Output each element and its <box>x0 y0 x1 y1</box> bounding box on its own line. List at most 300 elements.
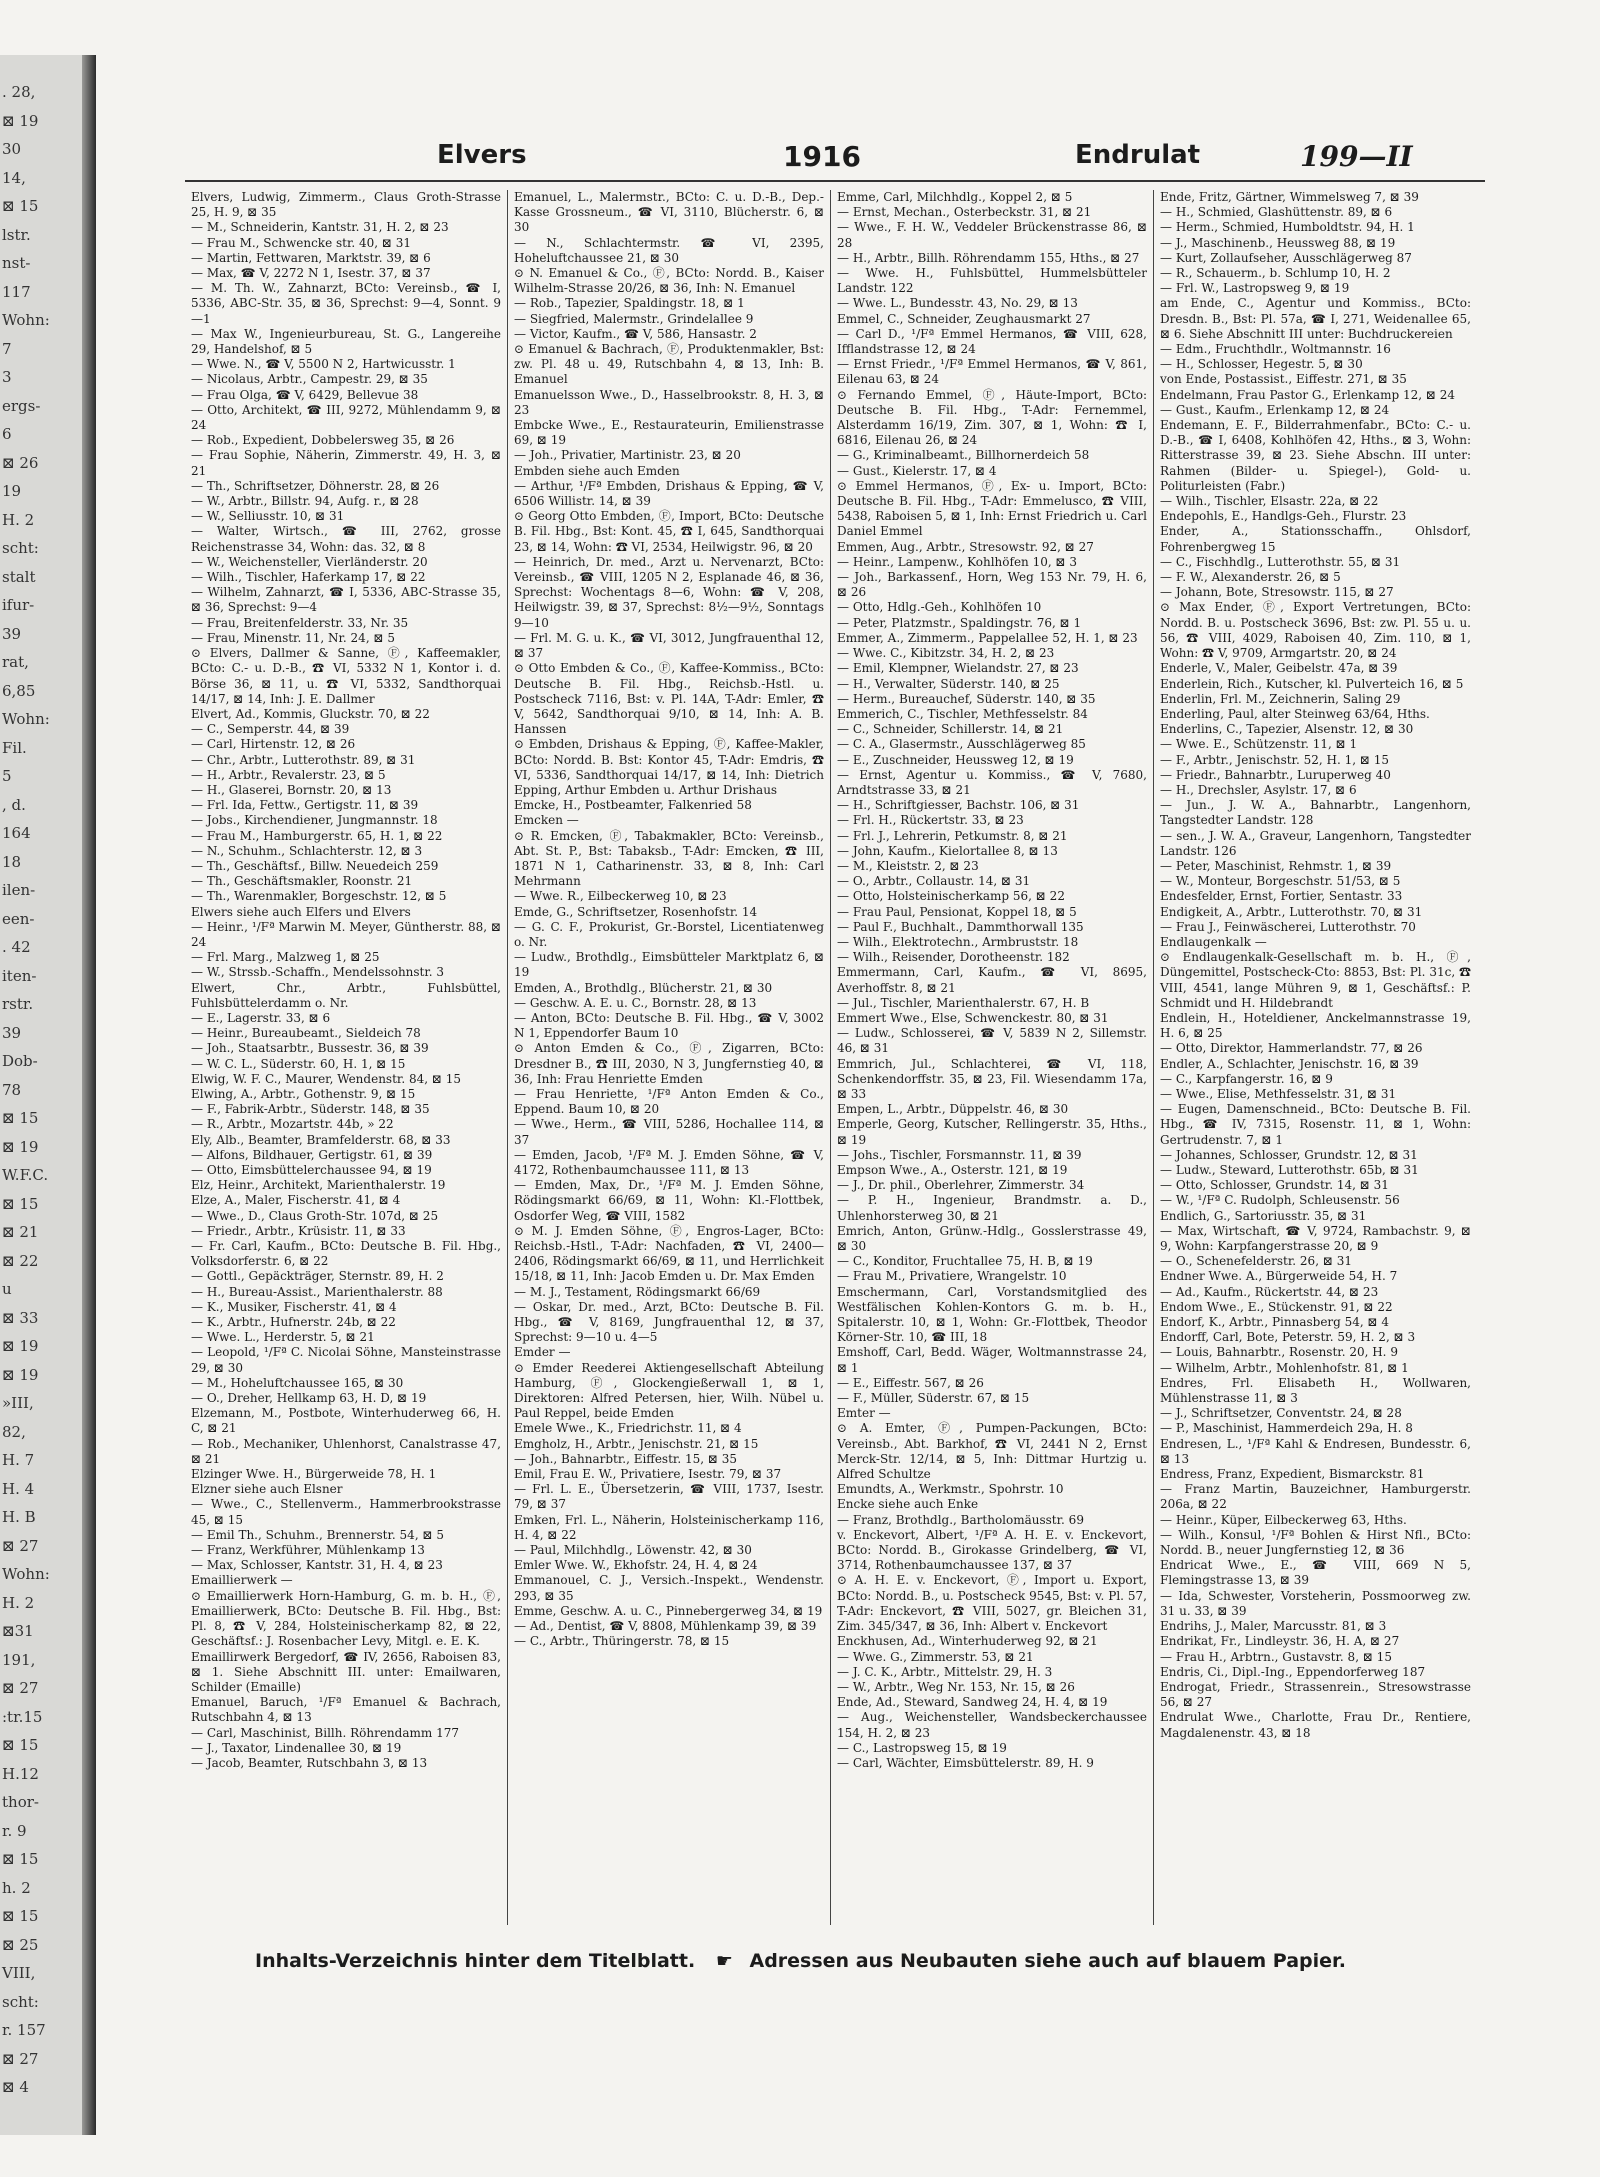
directory-column-4 <box>1154 190 1477 1925</box>
directory-entry: — Johs., Tischler, Forsmannstr. 11, ⊠ 39 <box>837 1147 1082 1162</box>
directory-entry: — Heinr., ¹/Fª Marwin M. Meyer, Güntherstr. 88, ⊠ 24 <box>191 919 501 949</box>
directory-entry: — C. A., Glasermstr., Ausschlägerweg 85 <box>837 737 1086 752</box>
directory-entry: — Walter, Wirtsch., ☎ III, 2762, grosse Reichenstrasse 34, Wohn: das. 32, ⊠ 8 <box>191 524 501 554</box>
directory-entry: ⊙ Emanuel & Bachrach, Ⓕ, Produktenmakler, Bst: zw. Pl. 48 u. 49, Rutschbahn 4, ⊠ 13, Inh: B. Emanuel <box>514 342 824 387</box>
directory-entry: — Franz, Brothdlg., Bartholomäusstr. 69 <box>837 1512 1084 1527</box>
directory-entry: — Max W., Ingenieurbureau, St. G., Langereihe 29, Handelshof, ⊠ 5 <box>191 326 501 357</box>
directory-entry: — C., Schneider, Schillerstr. 14, ⊠ 21 <box>837 722 1064 737</box>
directory-page <box>185 130 1485 2050</box>
directory-entry: — Frl. Marg., Malzweg 1, ⊠ 25 <box>191 950 380 965</box>
directory-entry: Emgholz, H., Arbtr., Jenischstr. 21, ⊠ 15 <box>514 1436 759 1451</box>
directory-entry: — Leopold, ¹/Fª C. Nicolai Söhne, Mansteinstrasse 29, ⊠ 30 <box>191 1345 501 1375</box>
directory-entry: — Wilhelm, Arbtr., Mohlenhofstr. 81, ⊠ 1 <box>1160 1360 1409 1375</box>
directory-entry: ⊙ Endlaugenkalk-Gesellschaft m. b. H., Ⓕ, Düngemittel, Postscheck-Cto: 8853, Bst: Pl. 31c, ☎ VIII, 4541, lange Mühren 9, ⊠ 1, Geschäftsf.: P. Schmidt und H. Hildebrandt <box>1160 950 1471 1010</box>
directory-entry: ⊙ Emder Reederei Aktiengesellschaft Abteilung Hamburg, Ⓕ, Glockengießerwall 1, ⊠ 1, Direktoren: Alfred Petersen, hier, Wilh. Nübel u. Paul Reppel, beide Emden <box>514 1360 824 1421</box>
directory-entry: — Frau Olga, ☎ V, 6429, Bellevue 38 <box>191 387 419 402</box>
adjacent-page-fragment: ⊠ 27 <box>2 2049 39 2068</box>
directory-entry: — M., Kleiststr. 2, ⊠ 23 <box>837 858 979 873</box>
directory-entry: — H., Arbtr., Revalerstr. 23, ⊠ 5 <box>191 767 386 782</box>
adjacent-page-fragment: een- <box>2 909 35 928</box>
directory-entry: — Carl, Wächter, Eimsbüttelerstr. 89, H. 9 <box>837 1755 1094 1770</box>
directory-entry: Ely, Alb., Beamter, Bramfelderstr. 68, ⊠ 33 <box>191 1132 451 1147</box>
directory-entry: Emmer, A., Zimmerm., Pappelallee 52, H. 1, ⊠ 23 <box>837 630 1138 645</box>
directory-entry: — H., Bureau-Assist., Marienthalerstr. 88 <box>191 1284 443 1299</box>
directory-entry: — Paul F., Buchhalt., Dammthorwall 135 <box>837 919 1084 934</box>
directory-entry: — Martin, Fettwaren, Marktstr. 39, ⊠ 6 <box>191 250 431 265</box>
directory-entry: Endrogat, Friedr., Strassenrein., Stresowstrasse 56, ⊠ 27 <box>1160 1679 1471 1710</box>
directory-entry: Ender, A., Stationsschaffn., Ohlsdorf, Fohrenbergweg 15 <box>1160 524 1471 554</box>
header-last-name: Endrulat <box>1075 140 1201 170</box>
directory-entry: — Rob., Mechaniker, Uhlenhorst, Canalstrasse 47, ⊠ 21 <box>191 1436 501 1466</box>
directory-entry: — E., Lagerstr. 33, ⊠ 6 <box>191 1010 331 1025</box>
directory-entry: — Th., Geschäftsf., Billw. Neuedeich 259 <box>191 858 439 873</box>
directory-entry: — Th., Warenmakler, Borgeschstr. 12, ⊠ 5 <box>191 889 447 904</box>
directory-entry: — Ludw., Brothdlg., Eimsbütteler Marktplatz 6, ⊠ 19 <box>514 950 824 980</box>
adjacent-page-fragment: 191, <box>2 1650 36 1669</box>
adjacent-page-fragment: scht: <box>2 539 39 557</box>
adjacent-page-fragment: , d. <box>2 795 26 814</box>
adjacent-page-fragment: . 28, <box>2 83 36 101</box>
directory-entry: — Frau H., Arbtrn., Gustavstr. 8, ⊠ 15 <box>1160 1649 1392 1664</box>
adjacent-page-fragment: ⊠ 15 <box>2 1907 39 1925</box>
directory-entry: — J., Maschinenb., Heussweg 88, ⊠ 19 <box>1160 235 1396 250</box>
directory-entry: — Frau J., Feinwäscherei, Lutterothstr. 70 <box>1160 919 1416 934</box>
directory-entry: Emcke, H., Postbeamter, Falkenried 58 <box>514 798 752 813</box>
directory-entry: — Frau M., Schwencke str. 40, ⊠ 31 <box>191 235 412 250</box>
adjacent-page-fragment: :tr.15 <box>2 1707 43 1726</box>
directory-entry: Emden, A., Brothdlg., Blücherstr. 21, ⊠ 30 <box>514 980 773 995</box>
directory-entry: — Ad., Dentist, ☎ V, 8808, Mühlenkamp 39, ⊠ 39 <box>514 1619 817 1634</box>
adjacent-page-fragment: ⊠ 26 <box>2 453 39 472</box>
directory-entry: — Wilh., Konsul, ¹/Fª Bohlen & Hirst Nfl., BCto: Nordd. B., neuer Jungfernstieg 12, ⊠ 36 <box>1160 1527 1471 1558</box>
directory-entry: Endigkeit, A., Arbtr., Lutterothstr. 70, ⊠ 31 <box>1160 904 1423 919</box>
directory-entry: — Emden, Max, Dr., ¹/Fª M. J. Emden Söhne, Rödingsmarkt 66/69, ⊠ 11, Wohn: Kl.-Flottbek, Osdorfer Weg, ☎ VIII, 1582 <box>514 1178 824 1223</box>
directory-entry: — Heinrich, Dr. med., Arzt u. Nervenarzt, BCto: Vereinsb., ☎ VIII, 1205 N 2, Esplanade 46, ⊠ 36, Sprechst: Wochentags 8—6, Wohn: ☎ V, 208, Heilwigstr. 39, ⊠ 37, Sprechst: 8½—9½, Sonntags 9—10 <box>514 554 824 630</box>
directory-entry: — W., Arbtr., Weg Nr. 153, Nr. 15, ⊠ 26 <box>837 1679 1075 1694</box>
directory-entry: Empson Wwe., A., Osterstr. 121, ⊠ 19 <box>837 1163 1068 1177</box>
directory-entry: ⊙ N. Emanuel & Co., Ⓕ, BCto: Nordd. B., Kaiser Wilhelm-Strasse 20/26, ⊠ 36, Inh: N. Emanuel <box>514 266 824 296</box>
directory-entry: — Wwe., D., Claus Groth-Str. 107d, ⊠ 25 <box>191 1208 439 1223</box>
directory-entry: am Ende, C., Agentur und Kommiss., BCto: Dresdn. B., Bst: Pl. 57a, ☎ I, 271, Weidenallee 65, ⊠ 6. Siehe Abschnitt III unter: Buchdruckereien <box>1160 296 1471 341</box>
directory-entry: Endelmann, Frau Pastor G., Erlenkamp 12, ⊠ 24 <box>1160 387 1456 402</box>
adjacent-page-fragment: lstr. <box>2 225 31 244</box>
adjacent-page-fragment: 6,85 <box>2 681 36 700</box>
adjacent-page-fragment: 78 <box>2 1080 22 1099</box>
directory-entry: — N., Schlachtermstr. ☎ VI, 2395, Hoheluftchaussee 21, ⊠ 30 <box>514 235 824 265</box>
directory-entry: — Fr. Carl, Kaufm., BCto: Deutsche B. Fil. Hbg., Volksdorferstr. 6, ⊠ 22 <box>191 1239 501 1269</box>
directory-entry: — M., Hoheluftchaussee 165, ⊠ 30 <box>191 1375 404 1390</box>
directory-entry: — Frl. J., Lehrerin, Petkumstr. 8, ⊠ 21 <box>837 828 1068 843</box>
adjacent-page-fragment: ⊠ 25 <box>2 1935 39 1954</box>
directory-entry: — Frau, Breitenfelderstr. 33, Nr. 35 <box>191 615 409 630</box>
directory-entry: ⊙ A. Emter, Ⓕ, Pumpen-Packungen, BCto: Vereinsb., Abt. Barkhof, ☎ VI, 2441 N 2, Ernst Merck-Str. 12/14, ⊠ 5, Inh: Dittmar Hurtzig u. Alfred Schultze <box>837 1421 1147 1482</box>
directory-entry: — Carl D., ¹/Fª Emmel Hermanos, ☎ VIII, 628, Ifflandstrasse 12, ⊠ 24 <box>837 326 1147 357</box>
directory-entry: — Carl, Maschinist, Billh. Röhrendamm 177 <box>191 1725 459 1740</box>
directory-entry: Endorff, Carl, Bote, Peterstr. 59, H. 2, ⊠ 3 <box>1160 1330 1416 1345</box>
directory-entry: Encke siehe auch Enke <box>837 1497 979 1512</box>
directory-entry: — Jobs., Kirchendiener, Jungmannstr. 18 <box>191 813 438 828</box>
directory-entry: — Ernst, Mechan., Osterbeckstr. 31, ⊠ 21 <box>837 205 1092 220</box>
directory-entry: Emmel, C., Schneider, Zeughausmarkt 27 <box>837 311 1091 326</box>
directory-entry: Emshoff, Carl, Bedd. Wäger, Woltmannstrasse 24, ⊠ 1 <box>837 1345 1147 1375</box>
directory-entry: — Otto, Hdlg.-Geh., Kohlhöfen 10 <box>837 600 1042 615</box>
directory-entry: — Johannes, Schlosser, Grundstr. 12, ⊠ 31 <box>1160 1147 1418 1162</box>
adjacent-page-fragment: 18 <box>2 852 22 871</box>
directory-entry: — Aug., Weichensteller, Wandsbeckerchaussee 154, H. 2, ⊠ 23 <box>837 1710 1147 1740</box>
adjacent-page-fragment: ⊠ 15 <box>2 1850 39 1868</box>
adjacent-page-fragment: ⊠ 15 <box>2 1109 39 1127</box>
directory-entry: — Otto, Eimsbüttelerchaussee 94, ⊠ 19 <box>191 1163 432 1177</box>
directory-entry: — Wwe. G., Zimmerstr. 53, ⊠ 21 <box>837 1649 1034 1664</box>
directory-entry: Emschermann, Carl, Vorstandsmitglied des Westfälischen Kohlen-Kontors G. m. b. H., Spitalerstr. 10, ⊠ 1, Wohn: Gr.-Flottbek, Theodor Körner-Str. 10, ☎ III, 18 <box>837 1284 1147 1345</box>
adjacent-page-fragment: ⊠31 <box>2 1622 34 1640</box>
adjacent-page-fragment: iten- <box>2 966 37 985</box>
directory-entry: — Wilh., Tischler, Elsastr. 22a, ⊠ 22 <box>1160 494 1379 509</box>
directory-entry: — F. W., Alexanderstr. 26, ⊠ 5 <box>1160 570 1341 585</box>
directory-entry: — G., Kriminalbeamt., Billhornerdeich 58 <box>837 448 1090 463</box>
directory-entry: — Wwe. L., Herderstr. 5, ⊠ 21 <box>191 1330 375 1345</box>
directory-entry: Enckhusen, Ad., Winterhuderweg 92, ⊠ 21 <box>837 1634 1098 1649</box>
directory-entry: Embcke Wwe., E., Restaurateurin, Emilienstrasse 69, ⊠ 19 <box>514 418 824 448</box>
directory-entry: — Gottl., Gepäckträger, Sternstr. 89, H. 2 <box>191 1269 444 1284</box>
directory-entry: ⊙ Anton Emden & Co., Ⓕ, Zigarren, BCto: Dresdner B., ☎ III, 2030, N 3, Jungfernstieg 40, ⊠ 36, Inh: Frau Henriette Emden <box>514 1041 824 1086</box>
directory-entry: — Wilh., Reisender, Dorotheenstr. 182 <box>837 950 1070 965</box>
adjacent-page-fragment: h. 2 <box>2 1878 31 1897</box>
adjacent-page-strip <box>0 55 96 2135</box>
directory-entry: Emperle, Georg, Kutscher, Rellingerstr. 35, Hths., ⊠ 19 <box>837 1117 1147 1147</box>
directory-entry: — M. J., Testament, Rödingsmarkt 66/69 <box>514 1284 761 1299</box>
directory-entry: — Wwe., F. H. W., Veddeler Brückenstrasse 86, ⊠ 28 <box>837 220 1147 250</box>
directory-entry: — H., Schmied, Glashüttenstr. 89, ⊠ 6 <box>1160 205 1393 220</box>
directory-entry: — Otto, Architekt, ☎ III, 9272, Mühlendamm 9, ⊠ 24 <box>191 402 501 433</box>
directory-entry: — C., Semperstr. 44, ⊠ 39 <box>191 722 350 737</box>
directory-entry: — K., Arbtr., Hufnerstr. 24b, ⊠ 22 <box>191 1315 396 1330</box>
adjacent-page-fragment: rstr. <box>2 995 34 1013</box>
directory-entry: — P. H., Ingenieur, Brandmstr. a. D., Uhlenhorsterweg 30, ⊠ 21 <box>837 1193 1147 1223</box>
directory-entry: — K., Musiker, Fischerstr. 41, ⊠ 4 <box>191 1299 397 1314</box>
directory-entry: Ende, Fritz, Gärtner, Wimmelsweg 7, ⊠ 39 <box>1160 190 1419 204</box>
adjacent-page-fragment: »III, <box>2 1394 34 1412</box>
adjacent-page-fragment: 82, <box>2 1422 26 1441</box>
directory-entry: — H., Drechsler, Asylstr. 17, ⊠ 6 <box>1160 782 1357 797</box>
adjacent-page-fragment: r. 157 <box>2 2021 46 2039</box>
directory-entry: — Emden, Jacob, ¹/Fª M. J. Emden Söhne, ☎ V, 4172, Rothenbaumchaussee 111, ⊠ 13 <box>514 1147 824 1177</box>
adjacent-page-fragment: thor- <box>2 1793 39 1811</box>
adjacent-page-fragment: H.12 <box>2 1764 39 1783</box>
directory-entry: Endlein, H., Hoteldiener, Anckelmannstrasse 19, H. 6, ⊠ 25 <box>1160 1010 1471 1041</box>
directory-entry: — Wwe. C., Kibitzstr. 34, H. 2, ⊠ 23 <box>837 646 1055 661</box>
adjacent-page-fragment: ⊠ 27 <box>2 1536 39 1555</box>
directory-entry: Endres, Frl. Elisabeth H., Wollwaren, Mühlenstrasse 11, ⊠ 3 <box>1160 1375 1471 1406</box>
directory-entry: Emde, G., Schriftsetzer, Rosenhofstr. 14 <box>514 904 758 919</box>
directory-entry: — Wwe. N., ☎ V, 5500 N 2, Hartwicusstr. 1 <box>191 357 456 372</box>
directory-entry: Emmen, Aug., Arbtr., Stresowstr. 92, ⊠ 27 <box>837 539 1094 554</box>
directory-entry: Enderlein, Rich., Kutscher, kl. Pulverteich 16, ⊠ 5 <box>1160 676 1464 691</box>
directory-entry: — Herm., Bureauchef, Süderstr. 140, ⊠ 35 <box>837 691 1096 706</box>
directory-entry: — Wilh., Elektrotechn., Armbruststr. 18 <box>837 934 1079 949</box>
page-gutter-shadow <box>82 55 96 2135</box>
directory-entry: — N., Schuhm., Schlachterstr. 12, ⊠ 3 <box>191 843 423 858</box>
directory-entry: — Oskar, Dr. med., Arzt, BCto: Deutsche B. Fil. Hbg., ☎ V, 8169, Jungfrauenthal 12, ⊠ 37, Sprechst: 9—10 u. 4—5 <box>514 1299 824 1345</box>
directory-entry: — Joh., Bahnarbtr., Eiffestr. 15, ⊠ 35 <box>514 1451 737 1466</box>
directory-entry: — Wwe. R., Eilbeckerweg 10, ⊠ 23 <box>514 889 727 904</box>
adjacent-page-fragment: scht: <box>2 1992 39 2011</box>
directory-column-2 <box>508 190 831 1925</box>
directory-entry: — Anton, BCto: Deutsche B. Fil. Hbg., ☎ V, 3002 N 1, Eppendorfer Baum 10 <box>514 1010 824 1041</box>
directory-entry: ⊙ Max Ender, Ⓕ, Export Vertretungen, BCto: Nordd. B. u. Postscheck 3696, Bst: zw. Pl. 55 u. u. 56, ☎ VIII, 4029, Raboisen 40, Zim. 110, ⊠ 1, Wohn: ☎ V, 9709, Armgartstr. 20, ⊠ 24 <box>1160 600 1471 661</box>
directory-entry: — Carl, Hirtenstr. 12, ⊠ 26 <box>191 737 356 752</box>
adjacent-page-fragment: H. 4 <box>2 1479 35 1498</box>
directory-entry: Elwig, W. F. C., Maurer, Wendenstr. 84, ⊠ 15 <box>191 1071 461 1086</box>
directory-entry: — Alfons, Bildhauer, Gertigstr. 61, ⊠ 39 <box>191 1147 433 1162</box>
directory-entry: — W., ¹/Fª C. Rudolph, Schleusenstr. 56 <box>1160 1193 1400 1208</box>
directory-entry: — Jacob, Beamter, Rutschbahn 3, ⊠ 13 <box>191 1755 428 1770</box>
directory-entry: — Frau Henriette, ¹/Fª Anton Emden & Co., Eppend. Baum 10, ⊠ 20 <box>514 1086 824 1117</box>
directory-entry: — Frau M., Hamburgerstr. 65, H. 1, ⊠ 22 <box>191 828 443 843</box>
directory-entry: — Frau, Minenstr. 11, Nr. 24, ⊠ 5 <box>191 630 395 645</box>
directory-entry: — R., Schauerm., b. Schlump 10, H. 2 <box>1160 266 1391 281</box>
directory-entry: — H., Glaserei, Bornstr. 20, ⊠ 13 <box>191 782 392 797</box>
directory-entry: — Joh., Privatier, Martinistr. 23, ⊠ 20 <box>514 448 741 463</box>
adjacent-page-fragment: ⊠ 33 <box>2 1308 39 1327</box>
directory-entry: — C., Fischhdlg., Lutterothstr. 55, ⊠ 31 <box>1160 554 1401 569</box>
adjacent-page-fragment: H. 2 <box>2 1593 35 1612</box>
directory-entry: Emler Wwe. W., Ekhofstr. 24, H. 4, ⊠ 24 <box>514 1558 758 1573</box>
directory-entry: — Max, Schlosser, Kantstr. 31, H. 4, ⊠ 23 <box>191 1558 443 1573</box>
directory-entry: Elwert, Chr., Arbtr., Fuhlsbüttel, Fuhlsbüttelerdamm o. Nr. <box>191 980 501 1010</box>
directory-entry: — Frau Paul, Pensionat, Koppel 18, ⊠ 5 <box>837 904 1077 919</box>
directory-entry: — Jun., J. W. A., Bahnarbtr., Langenhorn, Tangstedter Landstr. 128 <box>1160 798 1471 828</box>
directory-entry: Emanuelsson Wwe., D., Hasselbrookstr. 8, H. 3, ⊠ 23 <box>514 387 824 417</box>
running-header <box>185 130 1485 178</box>
directory-entry: Elwers siehe auch Elfers und Elvers <box>191 904 411 919</box>
directory-entry: — sen., J. W. A., Graveur, Langenhorn, Tangstedter Landstr. 126 <box>1160 828 1471 858</box>
adjacent-page-fragment: ⊠ 27 <box>2 1679 39 1697</box>
directory-entry: — J. C. K., Arbtr., Mittelstr. 29, H. 3 <box>837 1664 1053 1679</box>
adjacent-page-fragment: 39 <box>2 1023 22 1042</box>
directory-entry: Elze, A., Maler, Fischerstr. 41, ⊠ 4 <box>191 1193 401 1208</box>
directory-entry: Emmanouel, C. J., Versich.-Inspekt., Wendenstr. 293, ⊠ 35 <box>514 1573 824 1603</box>
directory-entry: Elzner siehe auch Elsner <box>191 1482 343 1497</box>
adjacent-page-fragment: r. 9 <box>2 1821 27 1840</box>
directory-entry: Endrulat Wwe., Charlotte, Frau Dr., Rentiere, Magdalenenstr. 43, ⊠ 18 <box>1160 1710 1471 1740</box>
adjacent-page-fragment: . 42 <box>2 938 31 956</box>
directory-entry: — C., Konditor, Fruchtallee 75, H. B, ⊠ 19 <box>837 1254 1093 1269</box>
directory-entry: — C., Karpfangerstr. 16, ⊠ 9 <box>1160 1071 1333 1086</box>
directory-entry: Emaillirwerk Bergedorf, ☎ IV, 2656, Raboisen 83, ⊠ 1. Siehe Abschnitt III. unter: Emailwaren, Schilder (Emaille) <box>191 1649 501 1694</box>
directory-entry: ⊙ Elvers, Dallmer & Sanne, Ⓕ, Kaffeemakler, BCto: C.- u. D.-B., ☎ VI, 5332 N 1, Kontor i. d. Börse 36, ⊠ 11, u. ☎ VI, 5332, Sandthorquai 14/17, ⊠ 14, Inh: J. E. Dallmer <box>191 646 501 706</box>
directory-entry: — Ernst Friedr., ¹/Fª Emmel Hermanos, ☎ V, 861, Eilenau 63, ⊠ 24 <box>837 357 1147 387</box>
adjacent-page-fragment: ⊠ 15 <box>2 1736 39 1754</box>
adjacent-page-fragment: H. B <box>2 1508 36 1526</box>
header-rule <box>185 180 1485 182</box>
directory-entry: Empen, L., Arbtr., Düppelstr. 46, ⊠ 30 <box>837 1102 1069 1117</box>
directory-entry: — G. C. F., Prokurist, Gr.-Borstel, Licentiatenweg o. Nr. <box>514 919 824 949</box>
directory-entry: — Victor, Kaufm., ☎ V, 586, Hansastr. 2 <box>514 326 757 341</box>
directory-entry: — Frl. L. E., Übersetzerin, ☎ VIII, 1737, Isestr. 79, ⊠ 37 <box>514 1482 824 1512</box>
directory-entry: Emmerich, C., Tischler, Methfesselstr. 84 <box>837 706 1088 721</box>
directory-entry: Emme, Geschw. A. u. C., Pinnebergerweg 34, ⊠ 19 <box>514 1603 823 1618</box>
directory-entry: — Friedr., Arbtr., Krüsistr. 11, ⊠ 33 <box>191 1223 406 1238</box>
directory-entry: — Wwe., Herm., ☎ VIII, 5286, Hochallee 114, ⊠ 37 <box>514 1117 824 1147</box>
directory-entry: — Eugen, Damenschneid., BCto: Deutsche B. Fil. Hbg., ☎ IV, 7315, Rosenstr. 11, ⊠ 1, Wohn: Gertrudenstr. 7, ⊠ 1 <box>1160 1102 1471 1147</box>
directory-entry: Elvers, Ludwig, Zimmerm., Claus Groth-Strasse 25, H. 9, ⊠ 35 <box>191 190 501 220</box>
adjacent-page-fragment: 117 <box>2 282 31 301</box>
directory-entry: Emcken — <box>514 813 579 828</box>
directory-entry: — Max, Wirtschaft, ☎ V, 9724, Rambachstr. 9, ⊠ 9, Wohn: Karpfangerstrasse 20, ⊠ 9 <box>1160 1223 1471 1254</box>
directory-entry: — Frau M., Privatiere, Wrangelstr. 10 <box>837 1269 1067 1284</box>
page-number: 199—II <box>1300 140 1413 173</box>
directory-entry: — Gust., Kaufm., Erlenkamp 12, ⊠ 24 <box>1160 402 1390 417</box>
adjacent-page-fragment: ergs- <box>2 396 41 415</box>
adjacent-page-fragment: H. 2 <box>2 510 35 529</box>
directory-entry: — Ida, Schwester, Vorsteherin, Possmoorweg zw. 31 u. 33, ⊠ 39 <box>1160 1588 1471 1618</box>
adjacent-page-fragment: 7 <box>2 339 12 358</box>
adjacent-page-fragment: VIII, <box>2 1964 36 1982</box>
directory-entry: — Franz Martin, Bauzeichner, Hamburgerstr. 206a, ⊠ 22 <box>1160 1482 1471 1512</box>
directory-entry: — H., Schlosser, Hegestr. 5, ⊠ 30 <box>1160 357 1363 372</box>
directory-entry: — W., Monteur, Borgeschstr. 51/53, ⊠ 5 <box>1160 874 1401 889</box>
directory-entry: Emaillierwerk — <box>191 1573 293 1588</box>
directory-entry: Endris, Ci., Dipl.-Ing., Eppendorferweg 187 <box>1160 1664 1426 1679</box>
directory-entry: — Kurt, Zollaufseher, Ausschlägerweg 87 <box>1160 250 1412 265</box>
directory-entry: — Frau Sophie, Näherin, Zimmerstr. 49, H. 3, ⊠ 21 <box>191 448 501 478</box>
directory-entry: — W., Weichensteller, Vierländerstr. 20 <box>191 554 428 569</box>
directory-entry: Emme, Carl, Milchhdlg., Koppel 2, ⊠ 5 <box>837 190 1073 204</box>
directory-entry: Embden siehe auch Emden <box>514 463 680 478</box>
directory-entry: Elwing, A., Arbtr., Gothenstr. 9, ⊠ 15 <box>191 1086 416 1101</box>
directory-entry: — O., Dreher, Hellkamp 63, H. D, ⊠ 19 <box>191 1391 427 1406</box>
directory-entry: — Rob., Expedient, Dobbelersweg 35, ⊠ 26 <box>191 433 455 448</box>
adjacent-page-fragment: 3 <box>2 368 12 386</box>
directory-entry: — J., Taxator, Lindenallee 30, ⊠ 19 <box>191 1740 402 1755</box>
directory-entry: — Otto, Holsteinischerkamp 56, ⊠ 22 <box>837 889 1065 904</box>
adjacent-page-fragment: W.F.C. <box>2 1166 49 1184</box>
directory-entry: Endrikat, Fr., Lindleystr. 36, H. A, ⊠ 27 <box>1160 1634 1400 1649</box>
directory-entry: Endler, A., Schlachter, Jenischstr. 16, ⊠ 39 <box>1160 1056 1419 1071</box>
directory-entry: — Wilh., Tischler, Haferkamp 17, ⊠ 22 <box>191 570 426 585</box>
directory-entry: — H., Schriftgiesser, Bachstr. 106, ⊠ 31 <box>837 798 1080 813</box>
directory-entry: — Wwe. E., Schützenstr. 11, ⊠ 1 <box>1160 737 1358 752</box>
adjacent-page-fragment: 14, <box>2 168 26 187</box>
directory-entry: — Siegfried, Malermstr., Grindelallee 9 <box>514 311 754 326</box>
directory-entry: — Frl. M. G. u. K., ☎ VI, 3012, Jungfrauenthal 12, ⊠ 37 <box>514 630 824 661</box>
directory-entry: Ende, Ad., Steward, Sandweg 24, H. 4, ⊠ 19 <box>837 1695 1108 1710</box>
adjacent-page-fragment: Fil. <box>2 738 27 757</box>
directory-entry: — Frl. Ida, Fettw., Gertigstr. 11, ⊠ 39 <box>191 798 419 813</box>
adjacent-page-fragment: 39 <box>2 624 22 643</box>
directory-entry: Emele Wwe., K., Friedrichstr. 11, ⊠ 4 <box>514 1421 742 1436</box>
directory-entry: — Th., Geschäftsmakler, Roonstr. 21 <box>191 874 413 889</box>
adjacent-page-fragment: ifur- <box>2 596 35 614</box>
directory-entry: — R., Arbtr., Mozartstr. 44b, » 22 <box>191 1117 394 1132</box>
directory-entry: — W., Arbtr., Billstr. 94, Aufg. r., ⊠ 28 <box>191 494 419 509</box>
directory-entry: — Rob., Tapezier, Spaldingstr. 18, ⊠ 1 <box>514 296 745 311</box>
adjacent-page-fragment: 164 <box>2 824 31 842</box>
footer-new-buildings-note: Adressen aus Neubauten siehe auch auf blauem Papier. <box>749 1950 1346 1972</box>
directory-entry: — C., Lastropsweg 15, ⊠ 19 <box>837 1740 1007 1755</box>
adjacent-page-fragment: ⊠ 22 <box>2 1251 39 1270</box>
adjacent-page-fragment: 6 <box>2 425 12 443</box>
directory-entry: Endesfelder, Ernst, Fortier, Sentastr. 33 <box>1160 889 1403 904</box>
directory-entry: — Friedr., Bahnarbtr., Luruperweg 40 <box>1160 767 1391 782</box>
directory-entry: Elzinger Wwe. H., Bürgerweide 78, H. 1 <box>191 1467 437 1482</box>
directory-column-3 <box>831 190 1154 1925</box>
directory-entry: — John, Kaufm., Kielortallee 8, ⊠ 13 <box>837 843 1058 858</box>
directory-entry: Elvert, Ad., Kommis, Gluckstr. 70, ⊠ 22 <box>191 706 430 721</box>
directory-entry: — F., Arbtr., Jenischstr. 52, H. 1, ⊠ 15 <box>1160 752 1389 767</box>
directory-entry: — Ad., Kaufm., Rückertstr. 44, ⊠ 23 <box>1160 1284 1379 1299</box>
directory-entry: Emanuel, L., Malermstr., BCto: C. u. D.-B., Dep.-Kasse Grossneum., ☎ VI, 3110, Blücherstr. 6, ⊠ 30 <box>514 190 824 235</box>
directory-entry: — Wwe. H., Fuhlsbüttel, Hummelsbütteler Landstr. 122 <box>837 266 1147 296</box>
directory-entry: Emmermann, Carl, Kaufm., ☎ VI, 8695, Averhoffstr. 8, ⊠ 21 <box>837 965 1147 995</box>
directory-entry: Emter — <box>837 1406 891 1421</box>
adjacent-page-fragment: ⊠ 19 <box>2 1365 39 1384</box>
footer-index-note: Inhalts-Verzeichnis hinter dem Titelblatt. <box>255 1950 696 1972</box>
directory-entry: — Ernst, Agentur u. Kommiss., ☎ V, 7680, Arndtstrasse 33, ⊠ 21 <box>837 767 1147 797</box>
directory-columns <box>185 190 1485 1925</box>
directory-entry: ⊙ M. J. Emden Söhne, Ⓕ, Engros-Lager, BCto: Reichsb.-Hstl., T-Adr: Nachfaden, ☎ VI, 2400—2406, Rödingsmarkt 66/69, ⊠ 11, und Herrlichkeit 15/18, ⊠ 11, Inh: Jacob Emden u. Dr. Max Emden <box>514 1223 824 1284</box>
adjacent-page-fragment: Wohn: <box>2 710 50 728</box>
directory-entry: — P., Maschinist, Hammerdeich 29a, H. 8 <box>1160 1421 1413 1436</box>
adjacent-page-fragment: stalt <box>2 567 36 586</box>
directory-entry: — Max, ☎ V, 2272 N 1, Isestr. 37, ⊠ 37 <box>191 266 431 281</box>
page-footer <box>255 1950 1455 1972</box>
adjacent-page-fragment: 30 <box>2 140 22 158</box>
directory-entry: — Edm., Fruchthdlr., Woltmannstr. 16 <box>1160 342 1391 357</box>
directory-entry: — Herm., Schmied, Humboldtstr. 94, H. 1 <box>1160 220 1415 235</box>
directory-entry: ⊙ Georg Otto Embden, Ⓕ, Import, BCto: Deutsche B. Fil. Hbg., Bst: Kont. 45, ☎ I, 645, Sandthorquai 23, ⊠ 14, Wohn: ☎ VI, 2534, Heilwigstr. 96, ⊠ 20 <box>514 509 824 554</box>
directory-entry: Endorf, K., Arbtr., Pinnasberg 54, ⊠ 4 <box>1160 1315 1390 1330</box>
directory-entry: — Frl. W., Lastropsweg 9, ⊠ 19 <box>1160 281 1350 296</box>
directory-entry: v. Enckevort, Albert, ¹/Fª A. H. E. v. Enckevort, BCto: Nordd. B., Girokasse Grindelberg, ☎ VI, 3714, Rothenbaumchaussee 137, ⊠ 37 <box>837 1527 1147 1573</box>
adjacent-page-fragment: ⊠ 19 <box>2 1137 39 1156</box>
directory-entry: — O., Arbtr., Collaustr. 14, ⊠ 31 <box>837 874 1031 889</box>
directory-column-1 <box>185 190 508 1925</box>
adjacent-page-fragment: Dob- <box>2 1052 38 1070</box>
directory-entry: — F., Müller, Süderstr. 67, ⊠ 15 <box>837 1391 1030 1406</box>
adjacent-page-fragment: 19 <box>2 482 22 500</box>
directory-entry: — Nicolaus, Arbtr., Campestr. 29, ⊠ 35 <box>191 372 428 387</box>
header-year: 1916 <box>783 140 861 173</box>
directory-entry: Emmert Wwe., Else, Schwenckestr. 80, ⊠ 31 <box>837 1010 1109 1025</box>
adjacent-page-fragment: ⊠ 19 <box>2 111 39 130</box>
directory-entry: Emanuel, Baruch, ¹/Fª Emanuel & Bachrach, Rutschbahn 4, ⊠ 13 <box>191 1695 501 1725</box>
directory-entry: ⊙ Emmel Hermanos, Ⓕ, Ex- u. Import, BCto: Deutsche B. Fil. Hbg., T-Adr: Emmelusco, ☎ VIII, 5438, Raboisen 5, ⊠ 1, Inh: Ernst Friedrich u. Carl Daniel Emmel <box>837 478 1147 539</box>
directory-entry: Emrich, Anton, Grünw.-Hdlg., Gosslerstrasse 49, ⊠ 30 <box>837 1223 1147 1254</box>
directory-entry: — M., Schneiderin, Kantstr. 31, H. 2, ⊠ 23 <box>191 220 449 235</box>
directory-entry: Endlaugenkalk — <box>1160 934 1267 949</box>
directory-entry: — Wwe., Elise, Methfesselstr. 31, ⊠ 31 <box>1160 1086 1397 1101</box>
directory-entry: ⊙ Fernando Emmel, Ⓕ, Häute-Import, BCto: Deutsche B. Fil. Hbg., T-Adr: Fernemmel, Alsterdamm 16/19, Zim. 307, ⊠ 1, Wohn: ☎ I, 6816, Eilenau 26, ⊠ 24 <box>837 387 1147 448</box>
directory-entry: ⊙ Otto Embden & Co., Ⓕ, Kaffee-Kommiss., BCto: Deutsche B. Fil. Hbg., Reichsb.-Hstl. u. Postscheck 7116, Bst: v. Pl. 14A, T-Adr: Emler, ☎ V, 5642, Sandthorquai 9/10, ⊠ 14, Inh: A. B. Hanssen <box>514 661 824 737</box>
directory-entry: Emder — <box>514 1345 571 1360</box>
directory-entry: Enderlin, Frl. M., Zeichnerin, Saling 29 <box>1160 691 1401 706</box>
directory-entry: — W., Strssb.-Schaffn., Mendelssohnstr. 3 <box>191 965 445 980</box>
directory-entry: — Wwe., C., Stellenverm., Hammerbrookstrasse 45, ⊠ 15 <box>191 1497 501 1527</box>
directory-entry: Elzemann, M., Postbote, Winterhuderweg 66, H. C, ⊠ 21 <box>191 1406 501 1436</box>
directory-entry: — Ludw., Schlosserei, ☎ V, 5839 N 2, Sillemstr. 46, ⊠ 31 <box>837 1026 1147 1056</box>
adjacent-page-fragment: ⊠ 15 <box>2 1194 39 1213</box>
directory-entry: — Wilhelm, Zahnarzt, ☎ I, 5336, ABC-Strasse 35, ⊠ 36, Sprechst: 9—4 <box>191 585 501 615</box>
directory-entry: Enderle, V., Maler, Geibelstr. 47a, ⊠ 39 <box>1160 661 1398 676</box>
directory-entry: — Heinr., Lampenw., Kohlhöfen 10, ⊠ 3 <box>837 554 1077 569</box>
directory-entry: — W., Selliusstr. 10, ⊠ 31 <box>191 509 345 524</box>
directory-entry: — E., Eiffestr. 567, ⊠ 26 <box>837 1375 984 1390</box>
directory-entry: — Arthur, ¹/Fª Embden, Drishaus & Epping, ☎ V, 6506 Willistr. 14, ⊠ 39 <box>514 478 824 509</box>
directory-entry: — M. Th. W., Zahnarzt, BCto: Vereinsb., ☎ I, 5336, ABC-Str. 35, ⊠ 36, Sprechst: 9—4, Sonnt. 9—1 <box>191 281 501 326</box>
directory-entry: — Th., Schriftsetzer, Döhnerstr. 28, ⊠ 26 <box>191 478 440 493</box>
